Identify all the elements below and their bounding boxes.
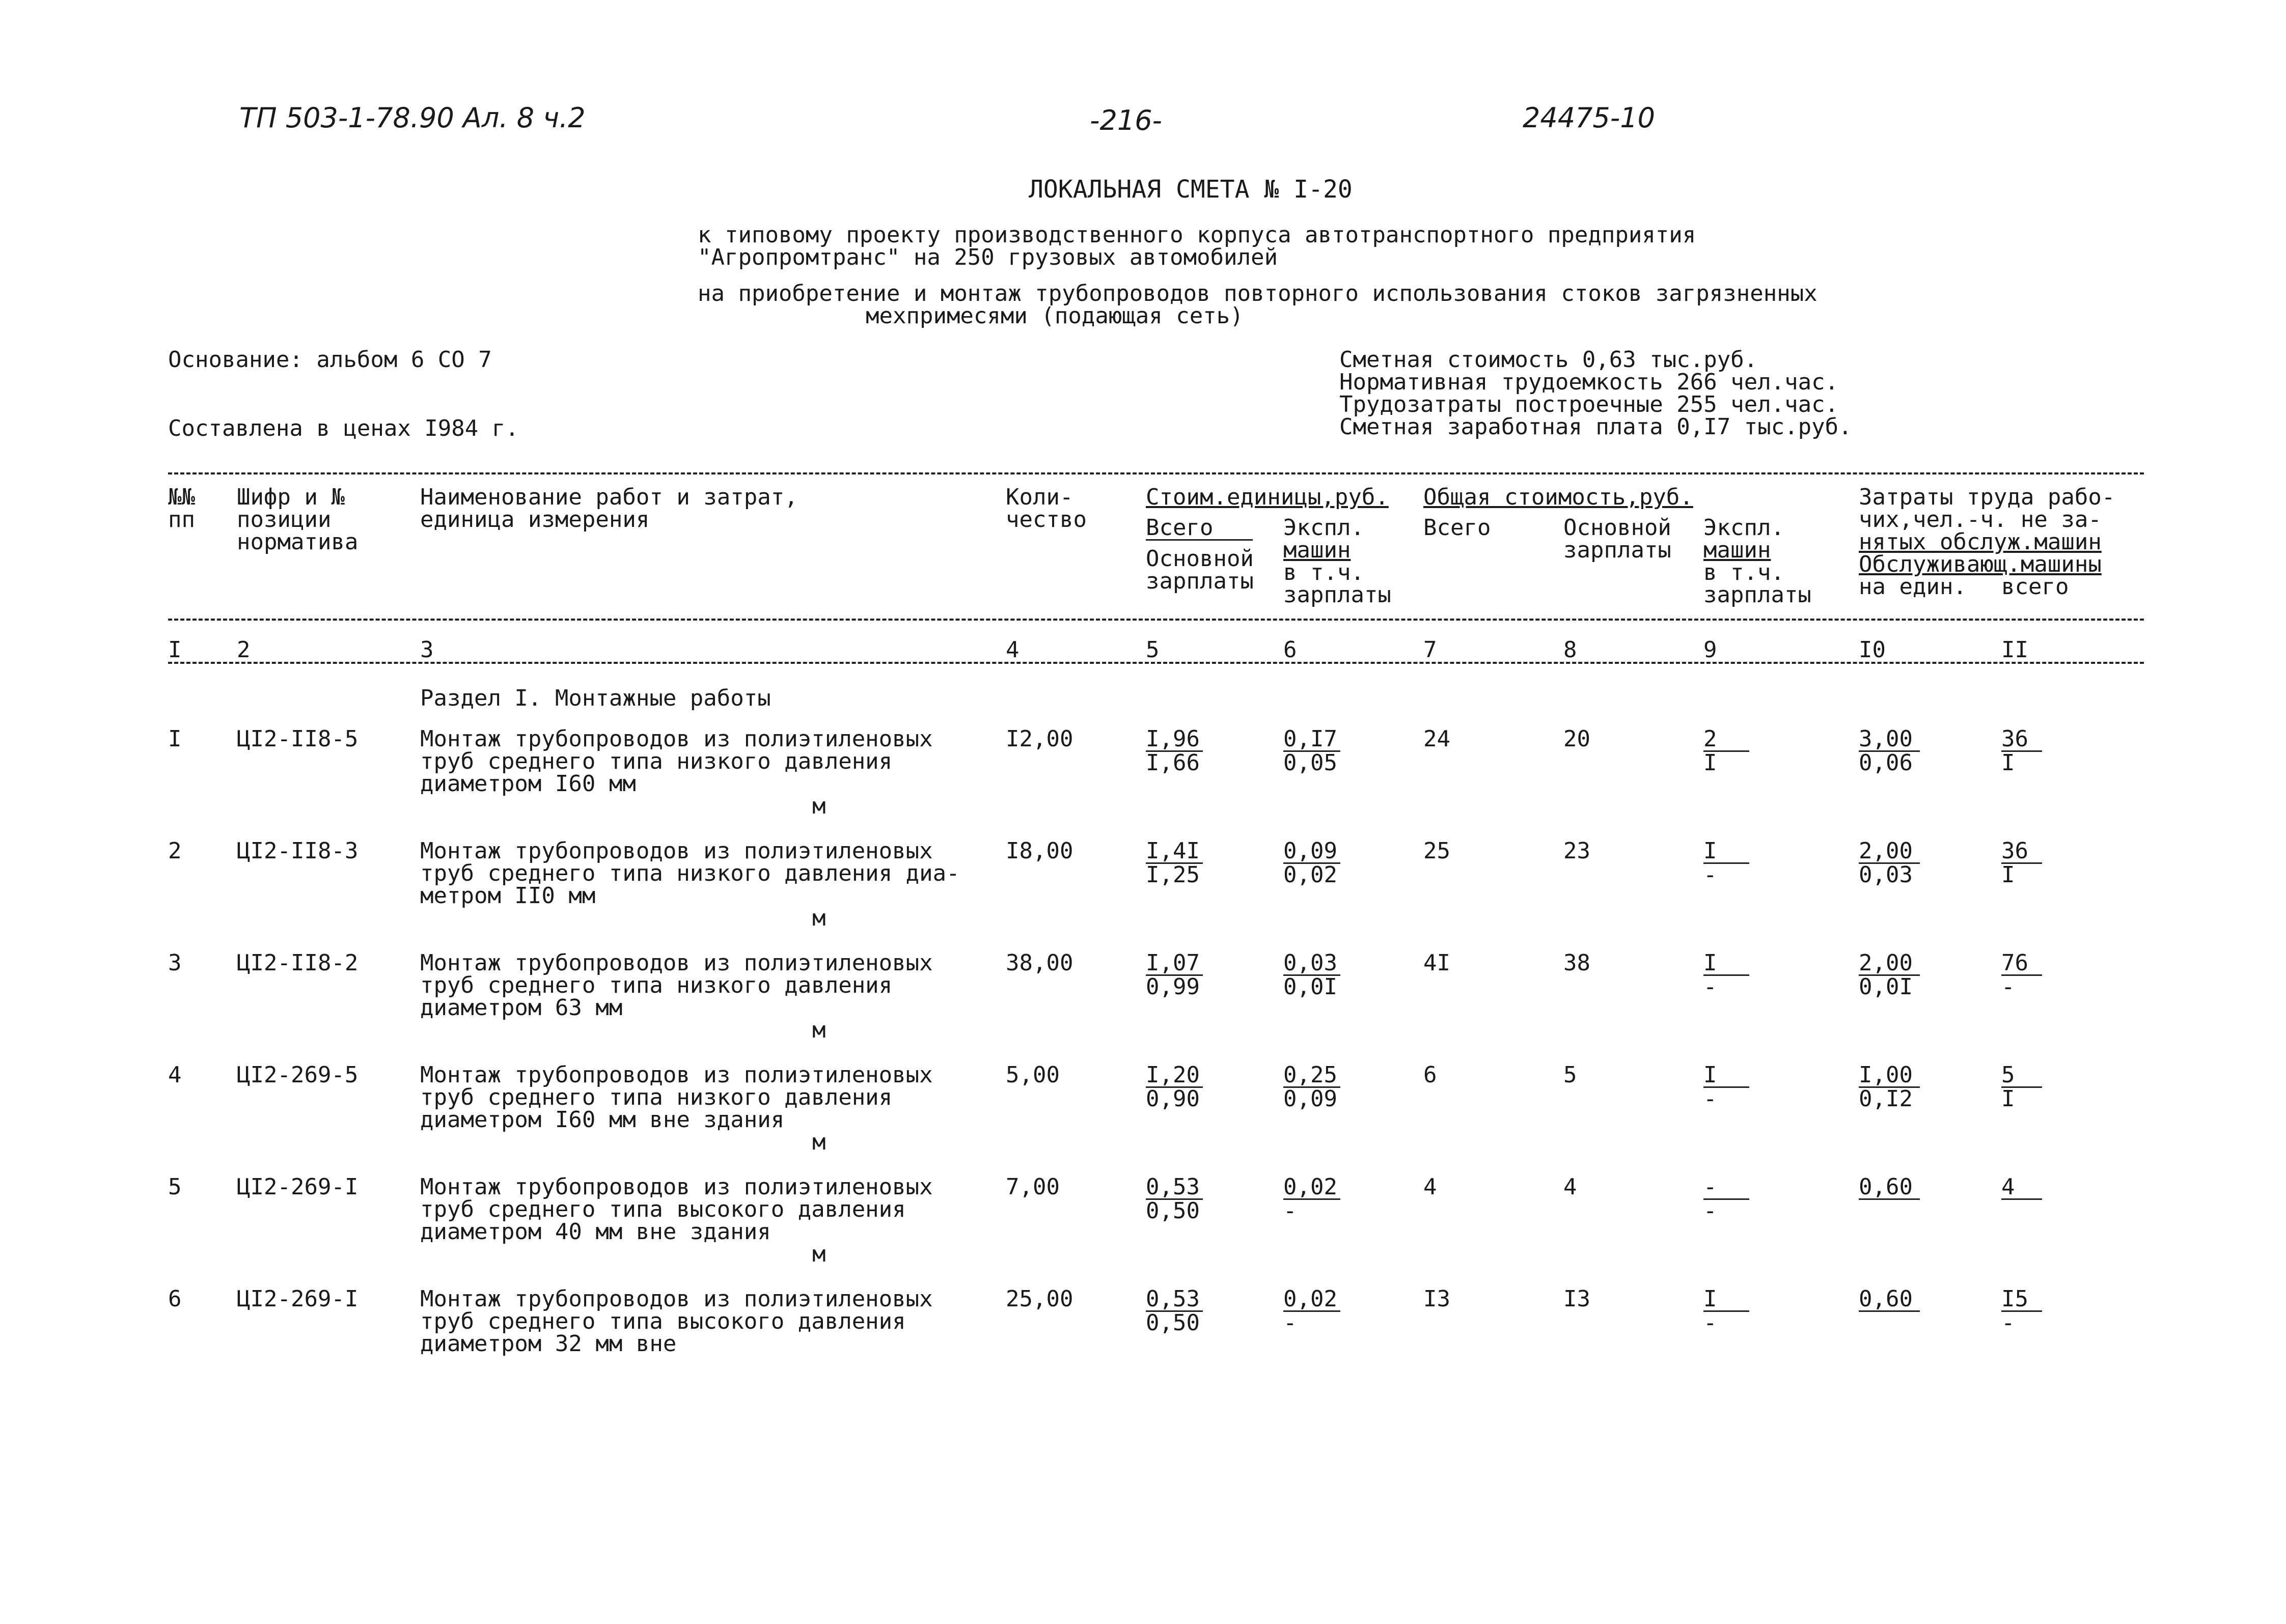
- unit-total-fraction: $\frac{I,20}{0,90}$: [1146, 1064, 1203, 1110]
- row-code: ЦI2-II8-5: [237, 726, 359, 752]
- total-machine-fraction: I -: [1703, 1288, 1749, 1334]
- unit-machine-fraction: $\frac{0,03}{0,0I}$: [1283, 952, 1340, 998]
- row-quantity: 38,00: [1006, 950, 1073, 976]
- document-title: ЛОКАЛЬНАЯ СМЕТА № I-20: [1029, 175, 1353, 204]
- colnum-7: 7: [1423, 637, 1437, 663]
- unit-machine-fraction: $\frac{0,25}{0,09}$: [1283, 1064, 1340, 1110]
- labor-unit-fraction: 0,60: [1859, 1176, 1920, 1200]
- summary-cost: Сметная стоимость 0,63 тыс.руб.: [1339, 347, 1758, 373]
- unit-cost-group-header: Стоим.единицы,руб.: [1146, 484, 1389, 510]
- subtitle-line-4: мехпримесями (подающая сеть): [866, 303, 1244, 329]
- labor-unit-fraction: $\frac{3,00}{0,06}$: [1859, 728, 1920, 774]
- labor-total-fraction: I5 -: [2001, 1288, 2042, 1334]
- row-number: 5: [168, 1174, 182, 1200]
- col2-header: Шифр и № позиции норматива: [237, 484, 359, 555]
- total-machine-fraction: I -: [1703, 840, 1749, 886]
- total-cost: I3: [1423, 1286, 1450, 1312]
- col11-header: всего: [2001, 574, 2069, 600]
- row-description: Монтаж трубопроводов из полиэтиленовых труб среднего типа низкого давления диаметром I60 мм вне здания: [420, 1062, 933, 1133]
- labor-total-fraction: 4: [2001, 1176, 2042, 1200]
- summary-wages: Сметная заработная плата 0,I7 тыс.руб.: [1339, 414, 1852, 440]
- unit-machine-fraction: 0,02 -: [1283, 1176, 1340, 1222]
- colnum-10: I0: [1859, 637, 1886, 663]
- colnum-9: 9: [1703, 637, 1717, 663]
- row-code: ЦI2-269-I: [237, 1286, 359, 1312]
- row-description: Монтаж трубопроводов из полиэтиленовых труб среднего типа низкого давления диа- метром II0 мм: [420, 838, 960, 909]
- section-title: Раздел I. Монтажные работы: [420, 685, 771, 711]
- colnum-5: 5: [1146, 637, 1160, 663]
- total-machine-fraction: I -: [1703, 1064, 1749, 1110]
- total-machine-fraction: - -: [1703, 1176, 1749, 1222]
- row-number: 3: [168, 950, 182, 976]
- row-quantity: I2,00: [1006, 726, 1073, 752]
- total-machine-fraction: I -: [1703, 952, 1749, 998]
- labor-unit-fraction: 0,60: [1859, 1288, 1920, 1312]
- row-number: 6: [168, 1286, 182, 1312]
- colnum-3: 3: [420, 637, 434, 663]
- summary-norm-labor: Нормативная трудоемкость 266 чел.час.: [1339, 369, 1839, 395]
- row-unit: м: [812, 1241, 826, 1267]
- total-wage: 4: [1563, 1174, 1577, 1200]
- col7-header: Всего: [1423, 515, 1491, 541]
- col9-header: Экспл. машин в т.ч. зарплаты: [1703, 515, 1811, 608]
- row-code: ЦI2-269-5: [237, 1062, 359, 1088]
- subtitle-line-3: на приобретение и монтаж трубопроводов повторного использования стоков загрязненных: [698, 281, 1817, 306]
- unit-machine-fraction: 0,02 -: [1283, 1288, 1340, 1334]
- row-description: Монтаж трубопроводов из полиэтиленовых труб среднего типа высокого давления диаметром 40 мм вне здания: [420, 1174, 933, 1245]
- row-description: Монтаж трубопроводов из полиэтиленовых труб среднего типа высокого давления диаметром 32 мм вне: [420, 1286, 933, 1357]
- row-quantity: I8,00: [1006, 838, 1073, 864]
- colnum-11: II: [2001, 637, 2028, 663]
- total-wage: 38: [1563, 950, 1590, 976]
- unit-total-fraction: $\frac{0,53}{0,50}$: [1146, 1176, 1203, 1222]
- col10-header: на един.: [1859, 574, 1967, 600]
- row-number: I: [168, 726, 182, 752]
- col8-header: Основной зарплаты: [1563, 515, 1671, 563]
- row-code: ЦI2-269-I: [237, 1174, 359, 1200]
- unit-total-fraction: $\frac{I,07}{0,99}$: [1146, 952, 1203, 998]
- page-number: -216-: [1090, 104, 1163, 136]
- total-wage: 5: [1563, 1062, 1577, 1088]
- row-code: ЦI2-II8-3: [237, 838, 359, 864]
- total-wage: 20: [1563, 726, 1590, 752]
- summary-site-labor: Трудозатраты построечные 255 чел.час.: [1339, 391, 1839, 417]
- row-unit: м: [812, 1017, 826, 1043]
- total-cost: 24: [1423, 726, 1450, 752]
- unit-total-fraction: $\frac{I,4I}{I,25}$: [1146, 840, 1203, 886]
- colnum-rule: [168, 662, 2144, 664]
- row-number: 4: [168, 1062, 182, 1088]
- unit-total-fraction: $\frac{0,53}{0,50}$: [1146, 1288, 1203, 1334]
- row-quantity: 5,00: [1006, 1062, 1060, 1088]
- row-number: 2: [168, 838, 182, 864]
- unit-total-fraction: $\frac{I,96}{I,66}$: [1146, 728, 1203, 774]
- colnum-2: 2: [237, 637, 251, 663]
- row-description: Монтаж трубопроводов из полиэтиленовых труб среднего типа низкого давления диаметром 63 мм: [420, 950, 933, 1021]
- total-machine-fraction: $\frac{2}{I}$: [1703, 728, 1749, 774]
- album-reference: ТП 503-1-78.90 Ал. 8 ч.2: [239, 102, 586, 134]
- header-bottom-rule: [168, 619, 2144, 621]
- document-number: 24475-10: [1523, 102, 1655, 134]
- total-cost: 4: [1423, 1174, 1437, 1200]
- labor-unit-fraction: $\frac{I,00}{0,I2}$: [1859, 1064, 1920, 1110]
- row-description: Монтаж трубопроводов из полиэтиленовых труб среднего типа низкого давления диаметром I60 мм: [420, 726, 933, 797]
- subtitle-line-2: "Агропромтранс" на 250 грузовых автомобилей: [698, 244, 1278, 270]
- row-quantity: 25,00: [1006, 1286, 1073, 1312]
- labor-total-fraction: $\frac{5}{I}$: [2001, 1064, 2042, 1110]
- col5-header: Всего Основной зарплаты: [1146, 515, 1254, 594]
- labor-unit-fraction: $\frac{2,00}{0,0I}$: [1859, 952, 1920, 998]
- total-cost: 6: [1423, 1062, 1437, 1088]
- labor-total-fraction: 76 -: [2001, 952, 2042, 998]
- total-wage: 23: [1563, 838, 1590, 864]
- col6-header: Экспл. машин в т.ч. зарплаты: [1283, 515, 1391, 608]
- colnum-1: I: [168, 637, 182, 663]
- row-code: ЦI2-II8-2: [237, 950, 359, 976]
- total-wage: I3: [1563, 1286, 1590, 1312]
- colnum-6: 6: [1283, 637, 1297, 663]
- total-cost: 4I: [1423, 950, 1450, 976]
- row-unit: м: [812, 1129, 826, 1155]
- col3-header: Наименование работ и затрат, единица измерения: [420, 484, 798, 533]
- col1-header: №№ пп: [168, 484, 195, 533]
- row-unit: м: [812, 793, 826, 819]
- total-cost: 25: [1423, 838, 1450, 864]
- colnum-4: 4: [1006, 637, 1020, 663]
- row-unit: м: [812, 905, 826, 931]
- header-top-rule: [168, 472, 2144, 474]
- labor-unit-fraction: $\frac{2,00}{0,03}$: [1859, 840, 1920, 886]
- prices-year: Составлена в ценах I984 г.: [168, 415, 519, 441]
- labor-total-fraction: $\frac{36}{I}$: [2001, 840, 2042, 886]
- labor-group-header: Затраты труда рабо- чих,чел.-ч. не за- нятых обслуж.машин Обслуживающ.машины: [1859, 484, 2115, 577]
- total-cost-group-header: Общая стоимость,руб.: [1423, 484, 1693, 510]
- basis-text: Основание: альбом 6 СО 7: [168, 347, 492, 373]
- colnum-8: 8: [1563, 637, 1577, 663]
- subtitle-line-1: к типовому проекту производственного корпуса автотранспортного предприятия: [698, 222, 1696, 248]
- row-quantity: 7,00: [1006, 1174, 1060, 1200]
- unit-machine-fraction: $\frac{0,09}{0,02}$: [1283, 840, 1340, 886]
- unit-machine-fraction: $\frac{0,I7}{0,05}$: [1283, 728, 1340, 774]
- col4-header: Коли- чество: [1006, 484, 1087, 533]
- labor-total-fraction: $\frac{36}{I}$: [2001, 728, 2042, 774]
